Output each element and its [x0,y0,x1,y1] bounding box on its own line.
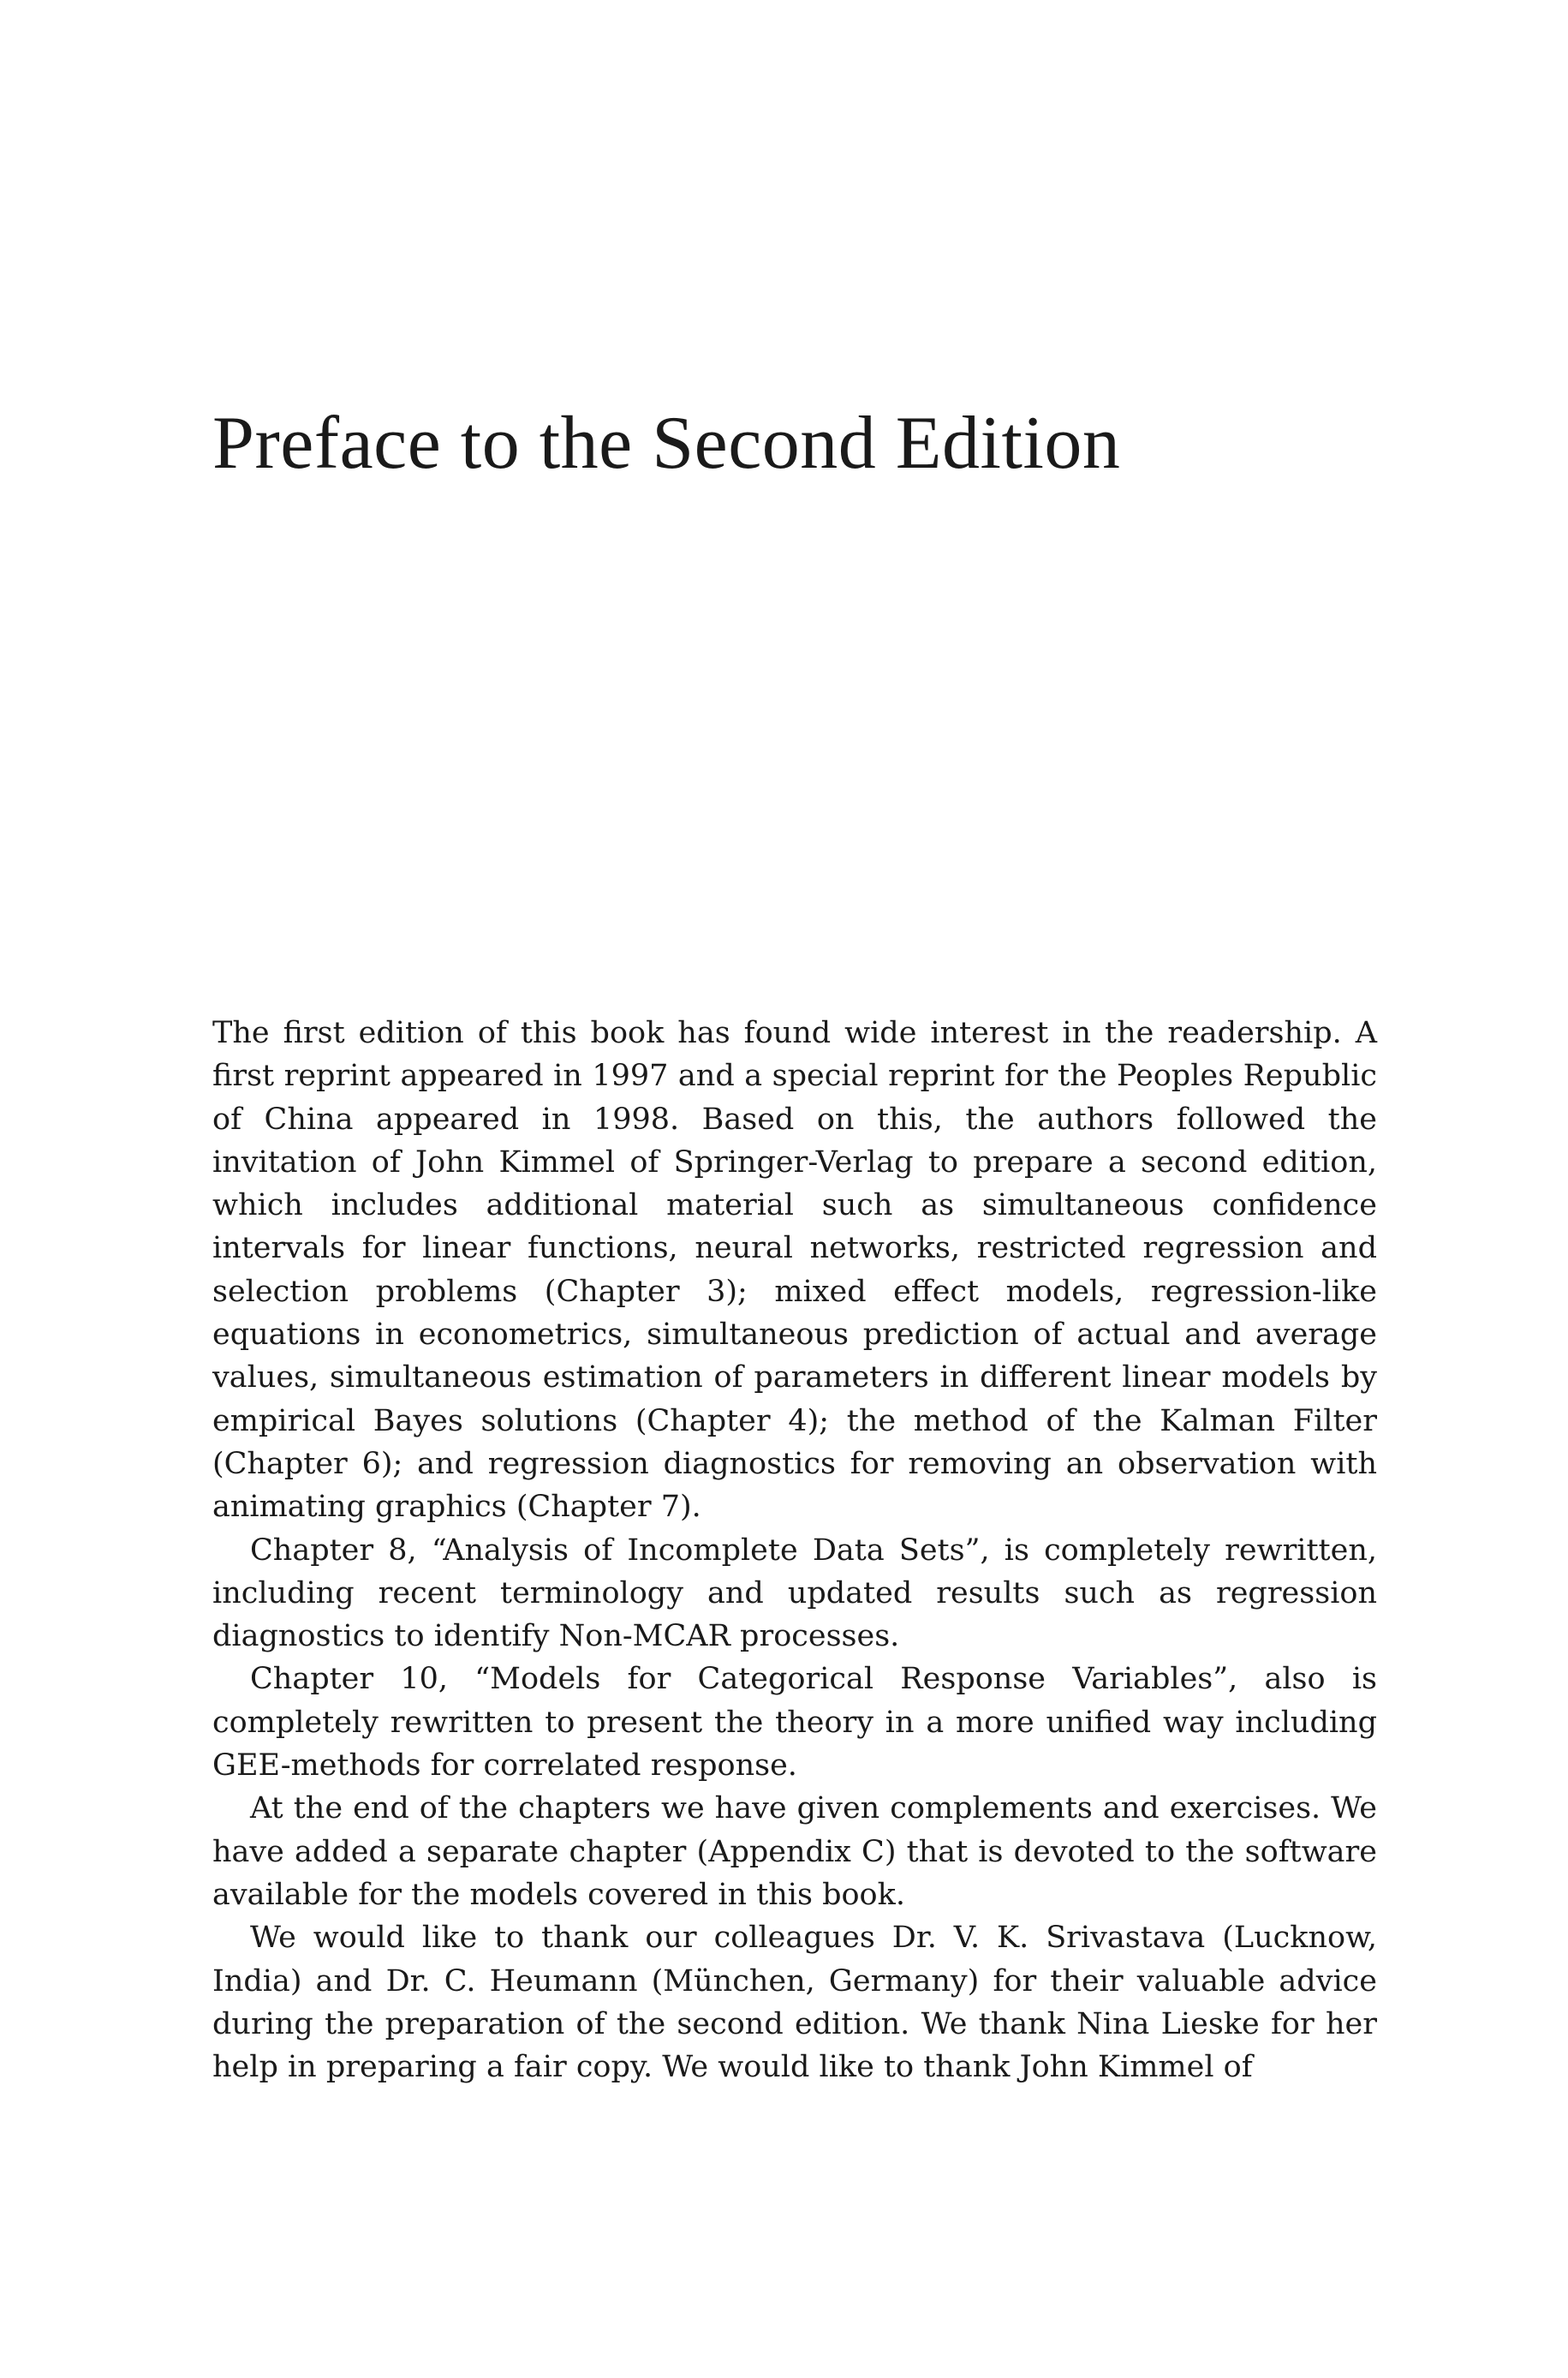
paragraph-acknowledgements: We would like to thank our colleagues Dr. V. K. Srivastava (Lucknow, India) and Dr. C. Heumann (München, Germany) for their valuable advice during the preparation of the second edition. We thank Nina Lieske for her help in preparing a fair copy. We would like to thank John Kimmel of [212,1921,1377,2085]
paragraph-chapter-10: Chapter 10, “Models for Categorical Response Variables”, also is completely rewritten to present the theory in a more unified way including GEE-methods for correlated response. [212,1662,1377,1784]
paragraph-chapter-8: Chapter 8, “Analysis of Incomplete Data Sets”, is completely rewritten, including recent terminology and updated results such as regression diagnostics to identify Non-MCAR processes. [212,1533,1377,1654]
paragraph-exercises: At the end of the chapters we have given complements and exercises. We have added a separate chapter (Appendix C) that is devoted to the software available for the models covered in this book. [212,1791,1377,1912]
page-title: Preface to the Second Edition [212,402,1121,485]
paragraph-first-edition: The first edition of this book has found wide interest in the readership. A first reprint appeared in 1997 and a special reprint for the Peoples Republic of China appeared in 1998. Based on this, the authors followed the invitation of John Kimmel of Springer-Verlag to prepare a second edition, which includes additional material such as simultaneous confidence intervals for linear functions, neural networks, restricted regression and selection problems (Chapter 3); mixed effect models, regression-like equations in econometrics, simultaneous prediction of actual and average values, simultaneous estimation of parameters in different linear models by empirical Bayes solutions (Chapter 4); the method of the Kalman Filter (Chapter 6); and regression diagnostics for removing an observation with animating graphics (Chapter 7). [212,1016,1377,1525]
preface-body [212,1012,1377,2088]
